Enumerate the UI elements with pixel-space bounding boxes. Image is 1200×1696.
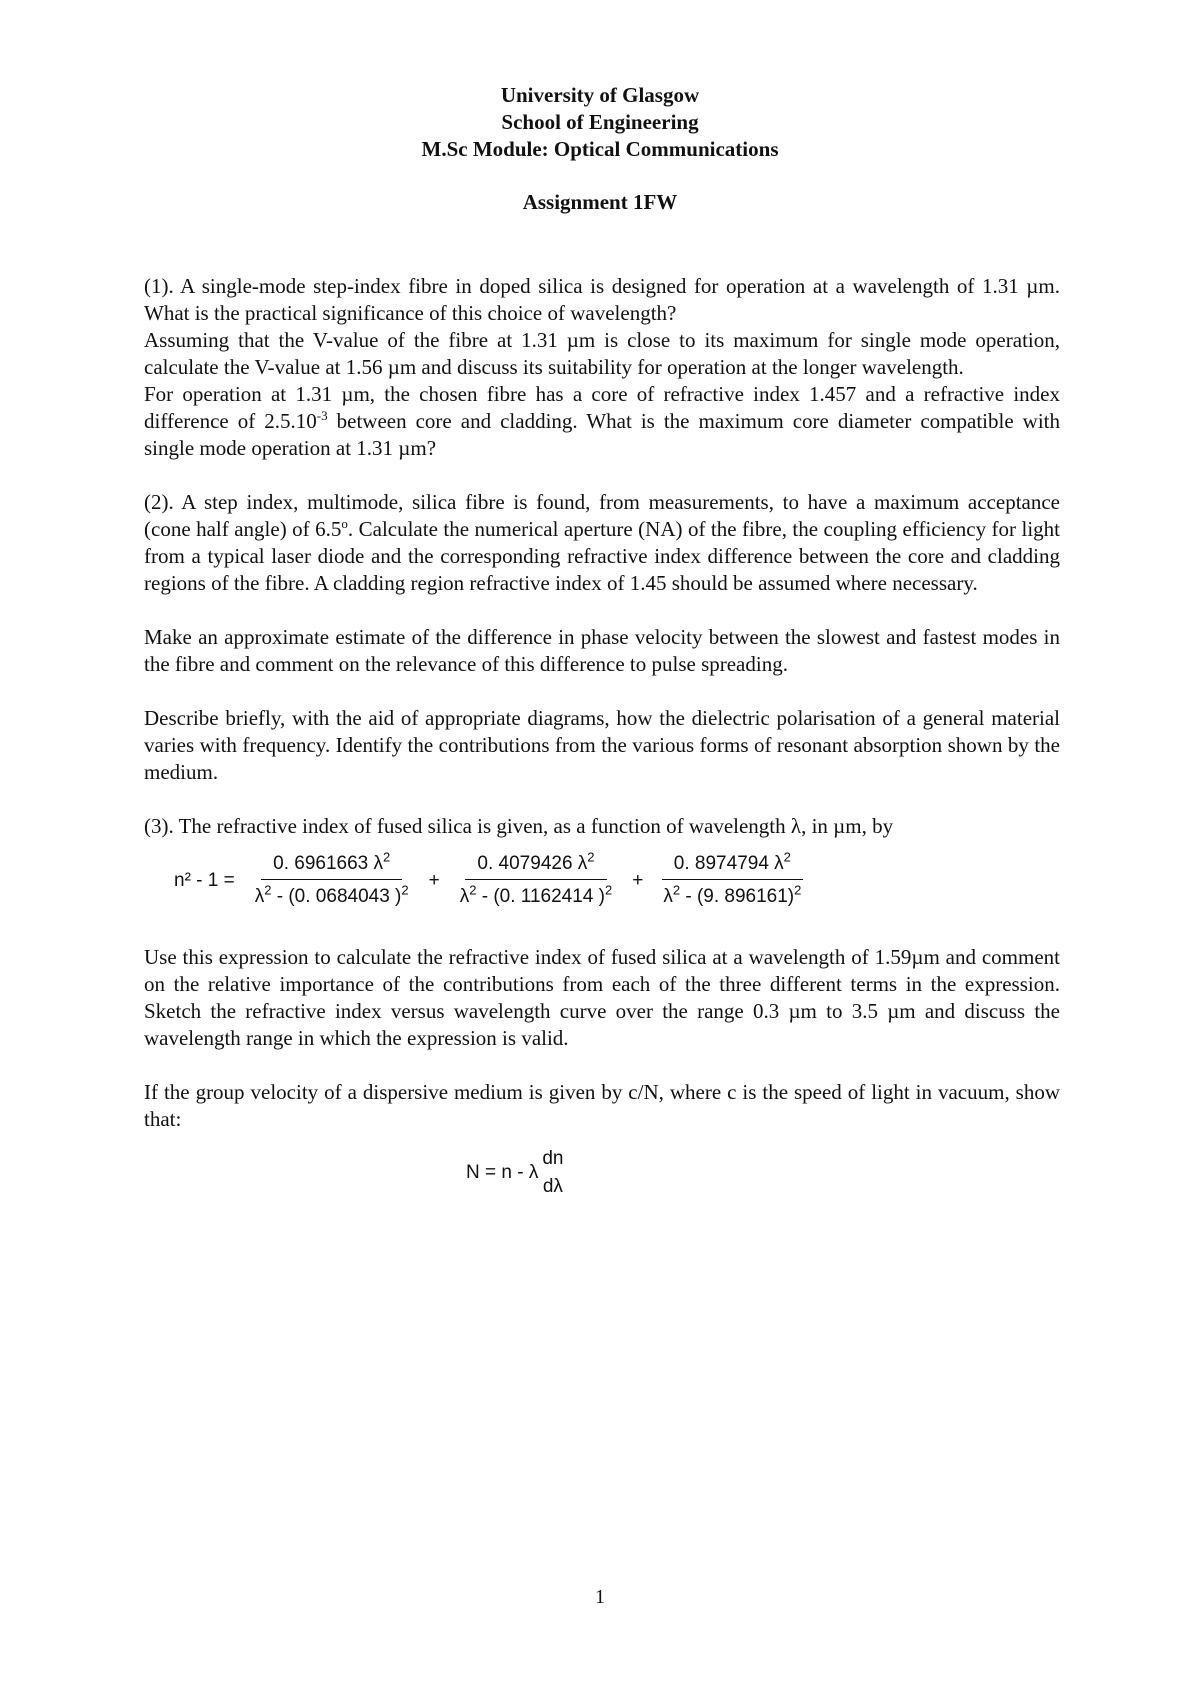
group-index-lhs: N = n - λ bbox=[466, 1162, 539, 1183]
term-1-numerator: 0. 6961663 λ bbox=[273, 853, 383, 874]
term-3-denominator: - (9. 896161) bbox=[680, 886, 795, 907]
question-2-text-a: (2). A step index, multimode, silica fibre is found, from measurements, to have a maximum acceptance (cone half angle) of 6.5 bbox=[144, 490, 1060, 541]
question-2-intro bbox=[144, 489, 1060, 597]
degree-superscript: o bbox=[341, 516, 348, 531]
page-number: 1 bbox=[595, 1586, 605, 1608]
term-1-denominator: - (0. 0684043 ) bbox=[271, 886, 402, 907]
question-1-vvalue: Assuming that the V-value of the fibre at 1.31 µm is close to its maximum for single mode operation, calculate the V-value at 1.56 µm and discuss its suitability for operation at the longer wavelength. bbox=[144, 328, 1060, 379]
plus-sign: + bbox=[428, 869, 440, 891]
sellmeier-lhs: n² - 1 = bbox=[174, 869, 235, 891]
derivative-denominator: dλ bbox=[542, 1176, 563, 1197]
school-name: School of Engineering bbox=[501, 110, 699, 134]
document-header bbox=[0, 82, 1200, 216]
sellmeier-term-2: $\frac{0. 4079426 \lambda^2}{\lambda^2 - (0. 1162414 )^2}$ bbox=[459, 849, 613, 907]
sellmeier-term-3: $\frac{0. 8974794 \lambda^2}{\lambda^2 - (9. 896161)^2}$ bbox=[663, 849, 802, 907]
sellmeier-term-1: $\frac{0. 6961663 \lambda^2}{\lambda^2 - (0. 0684043 )^2}$ bbox=[254, 849, 409, 907]
question-2-phase-velocity: Make an approximate estimate of the difference in phase velocity between the slowest and fastest modes in the fibre and comment on the relevance of this difference to pulse spreading. bbox=[144, 625, 1060, 676]
term-2-numerator: 0. 4079426 λ bbox=[477, 853, 588, 874]
group-index-equation bbox=[466, 1145, 1060, 1200]
term-2-denominator: - (0. 1162414 ) bbox=[476, 886, 605, 907]
question-1-core bbox=[144, 381, 1060, 462]
question-1-intro: (1). A single-mode step-index fibre in doped silica is designed for operation at a wavelength of 1.31 µm. What is the practical significance of this choice of wavelength? bbox=[144, 274, 1060, 325]
question-3-calculation: Use this expression to calculate the refractive index of fused silica at a wavelength of 1.59µm and comment on the relative importance of the contributions from each of the three different terms in the expression. Sketch the refractive index versus wavelength curve over the range 0.3 µm to 3.5 µm and discuss the wavelength range in which the expression is valid. bbox=[144, 945, 1060, 1050]
question-2-polarisation: Describe briefly, with the aid of appropriate diagrams, how the dielectric polarisation of a general material varies with frequency. Identify the contributions from the various forms of resonant absorption shown by the medium. bbox=[144, 706, 1060, 784]
term-3-numerator: 0. 8974794 λ bbox=[673, 853, 784, 874]
plus-sign: + bbox=[632, 869, 644, 891]
module-title: M.Sc Module: Optical Communications bbox=[421, 137, 779, 161]
document-body bbox=[144, 273, 1060, 1200]
question-1-core-text-a: For operation at 1.31 µm, the chosen fibre has a core of refractive index 1.457 and a refractive index difference of 2.5.10 bbox=[144, 382, 1060, 433]
question-3-intro: (3). The refractive index of fused silica is given, as a function of wavelength λ, in µm, by bbox=[144, 814, 894, 838]
university-name: University of Glasgow bbox=[500, 83, 700, 107]
sellmeier-equation bbox=[174, 850, 1060, 910]
question-3-group-velocity: If the group velocity of a dispersive medium is given by c/N, where c is the speed of light in vacuum, show that: bbox=[144, 1080, 1060, 1131]
question-2-text-b: . Calculate the numerical aperture (NA) of the fibre, the coupling efficiency for light from a typical laser diode and the corresponding refractive index difference between the core and cladding regions of the fibre. A cladding region refractive index of 1.45 should be assumed where necessary. bbox=[144, 517, 1061, 595]
derivative-numerator: dn bbox=[542, 1148, 564, 1169]
exponent-superscript: -3 bbox=[316, 408, 328, 423]
assignment-title: Assignment 1FW bbox=[522, 190, 678, 214]
derivative-fraction bbox=[540, 1145, 565, 1200]
question-1-core-text-b: between core and cladding. What is the maximum core diameter compatible with single mode operation at 1.31 µm? bbox=[144, 409, 1061, 460]
